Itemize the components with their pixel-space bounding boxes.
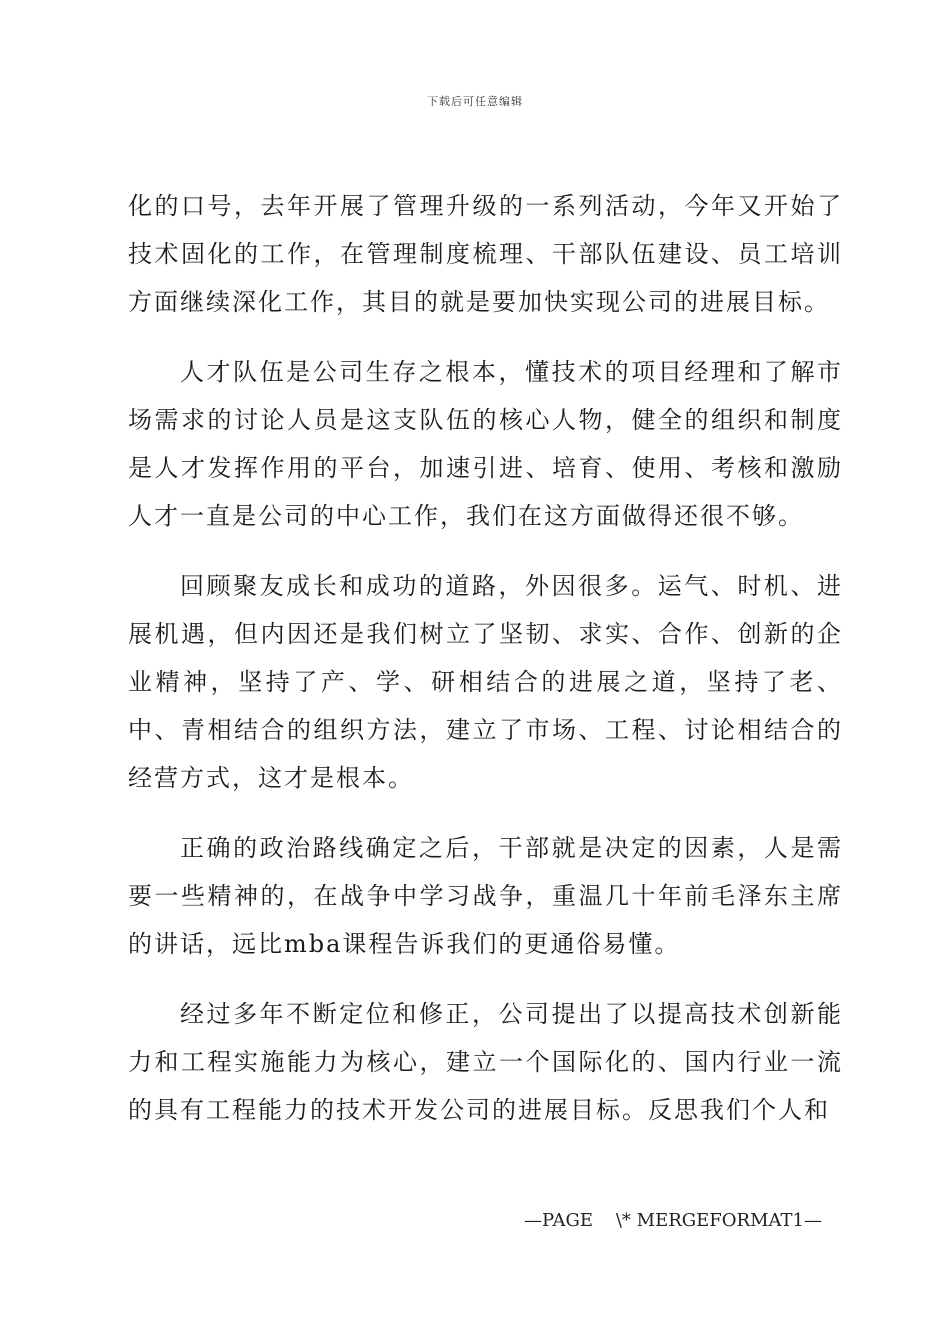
page-header: 下载后可任意编辑 [427, 95, 523, 108]
paragraph-1: 化的口号，去年开展了管理升级的一系列活动，今年又开始了技术固化的工作，在管理制度梳理、干部队伍建设、员工培训方面继续深化工作，其目的就是要加快实现公司的进展目标。 [128, 192, 843, 316]
paragraph-5: 经过多年不断定位和修正，公司提出了以提高技术创新能力和工程实施能力为核心，建立一个国际化的、国内行业一流的具有工程能力的技术开发公司的进展目标。反思我们个人和 [128, 1000, 843, 1124]
paragraph-4: 正确的政治路线确定之后，干部就是决定的因素，人是需要一些精神的，在战争中学习战争，重温几十年前毛泽东主席的讲话，远比mba课程告诉我们的更通俗易懂。 [128, 834, 843, 958]
paragraph-3: 回顾聚友成长和成功的道路，外因很多。运气、时机、进展机遇，但内因还是我们树立了坚韧、求实、合作、创新的企业精神，坚持了产、学、研相结合的进展之道，坚持了老、中、青相结合的组织方法，建立了市场、工程、讨论相结合的经营方式，这才是根本。 [128, 572, 843, 792]
paragraph-2: 人才队伍是公司生存之根本，懂技术的项目经理和了解市场需求的讨论人员是这支队伍的核心人物，健全的组织和制度是人才发挥作用的平台，加速引进、培育、使用、考核和激励人才一直是公司的中心工作，我们在这方面做得还很不够。 [128, 358, 843, 530]
document-body [128, 182, 843, 1156]
page-footer: —PAGE \* MERGEFORMAT1— [524, 1210, 822, 1231]
